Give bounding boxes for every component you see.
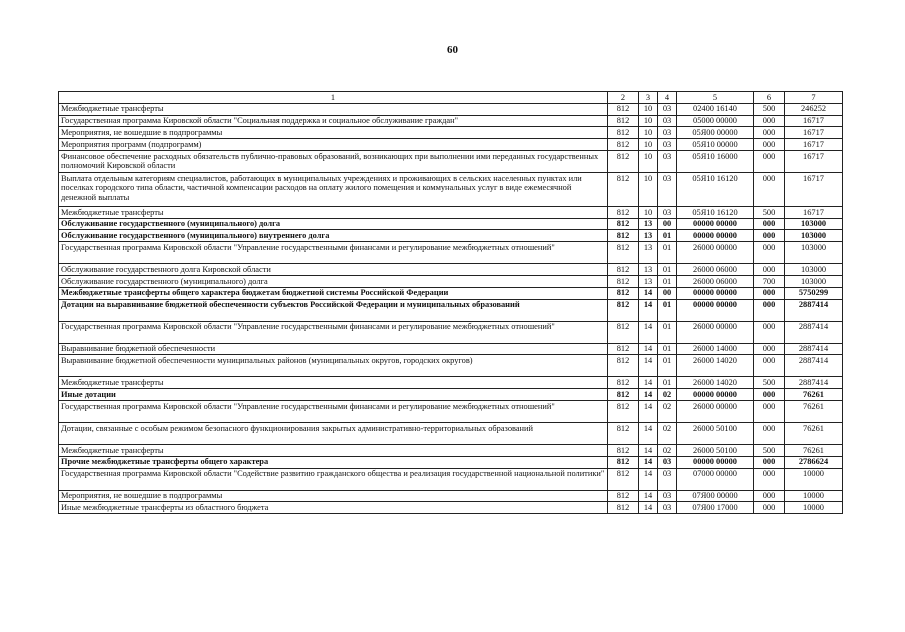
row-amount-cell: 103000 — [785, 264, 843, 276]
row-code-cell: 812 — [608, 172, 639, 206]
row-target-article-cell: 26000 06000 — [677, 276, 754, 288]
table-row — [59, 343, 843, 355]
row-code-cell: 812 — [608, 343, 639, 355]
row-expense-type-cell: 000 — [754, 172, 785, 206]
row-target-article-cell: 05Я10 16120 — [677, 206, 754, 218]
row-target-article-cell: 07000 00000 — [677, 468, 754, 490]
row-section-cell: 14 — [639, 377, 658, 389]
row-name-cell: Иные межбюджетные трансферты из областного бюджета — [59, 502, 608, 514]
row-target-article-cell: 26000 00000 — [677, 242, 754, 264]
table-row — [59, 377, 843, 389]
row-subsection-cell: 01 — [658, 355, 677, 377]
header-col-1: 1 — [59, 92, 608, 104]
row-code-cell: 812 — [608, 389, 639, 401]
row-section-cell: 14 — [639, 400, 658, 422]
row-section-cell: 14 — [639, 422, 658, 444]
row-name-cell: Обслуживание государственного долга Кировской области — [59, 264, 608, 276]
row-name-cell: Государственная программа Кировской области "Управление государственными финансами и регулирование межбюджетных отношений" — [59, 242, 608, 264]
row-amount-cell: 2887414 — [785, 299, 843, 321]
row-target-article-cell: 26000 14020 — [677, 377, 754, 389]
table-row — [59, 444, 843, 456]
row-subsection-cell: 03 — [658, 206, 677, 218]
row-name-cell: Межбюджетные трансферты — [59, 206, 608, 218]
table-row — [59, 103, 843, 115]
row-target-article-cell: 07Я00 00000 — [677, 490, 754, 502]
page-number: 60 — [447, 44, 458, 56]
table-row — [59, 287, 843, 299]
row-expense-type-cell: 000 — [754, 502, 785, 514]
row-target-article-cell: 26000 50100 — [677, 422, 754, 444]
row-target-article-cell: 26000 06000 — [677, 264, 754, 276]
row-code-cell: 812 — [608, 422, 639, 444]
table-row — [59, 400, 843, 422]
row-name-cell: Межбюджетные трансферты — [59, 103, 608, 115]
row-code-cell: 812 — [608, 377, 639, 389]
row-amount-cell: 5750299 — [785, 287, 843, 299]
row-expense-type-cell: 000 — [754, 230, 785, 242]
row-target-article-cell: 26000 14000 — [677, 343, 754, 355]
row-code-cell: 812 — [608, 490, 639, 502]
row-code-cell: 812 — [608, 115, 639, 127]
row-name-cell: Иные дотации — [59, 389, 608, 401]
row-target-article-cell: 05Я00 00000 — [677, 127, 754, 139]
row-target-article-cell: 00000 00000 — [677, 218, 754, 230]
row-subsection-cell: 01 — [658, 264, 677, 276]
row-section-cell: 10 — [639, 206, 658, 218]
row-section-cell: 14 — [639, 299, 658, 321]
row-expense-type-cell: 000 — [754, 422, 785, 444]
row-section-cell: 14 — [639, 321, 658, 343]
row-name-cell: Дотации, связанные с особым режимом безопасного функционирования закрытых административно-территориальных образований — [59, 422, 608, 444]
row-name-cell: Дотации на выравнивание бюджетной обеспеченности субъектов Российской Федерации и муниципальных образований — [59, 299, 608, 321]
row-name-cell: Обслуживание государственного (муниципального) долга — [59, 218, 608, 230]
row-section-cell: 14 — [639, 490, 658, 502]
row-section-cell: 14 — [639, 287, 658, 299]
row-target-article-cell: 00000 00000 — [677, 299, 754, 321]
row-subsection-cell: 02 — [658, 422, 677, 444]
row-expense-type-cell: 000 — [754, 264, 785, 276]
row-section-cell: 14 — [639, 355, 658, 377]
row-subsection-cell: 01 — [658, 276, 677, 288]
row-subsection-cell: 03 — [658, 502, 677, 514]
row-name-cell: Мероприятия, не вошедшие в подпрограммы — [59, 490, 608, 502]
row-target-article-cell: 00000 00000 — [677, 389, 754, 401]
table-row — [59, 456, 843, 468]
row-target-article-cell: 07Я00 17000 — [677, 502, 754, 514]
row-name-cell: Мероприятия, не вошедшие в подпрограммы — [59, 127, 608, 139]
row-name-cell: Государственная программа Кировской области "Социальная поддержка и социальное обслуживание граждан" — [59, 115, 608, 127]
row-section-cell: 10 — [639, 150, 658, 172]
row-name-cell: Государственная программа Кировской области "Содействие развитию гражданского общества и реализация государственной национальной политики" — [59, 468, 608, 490]
row-section-cell: 10 — [639, 172, 658, 206]
row-name-cell: Прочие межбюджетные трансферты общего характера — [59, 456, 608, 468]
row-section-cell: 13 — [639, 230, 658, 242]
row-target-article-cell: 26000 14020 — [677, 355, 754, 377]
row-subsection-cell: 02 — [658, 400, 677, 422]
row-expense-type-cell: 000 — [754, 242, 785, 264]
row-subsection-cell: 01 — [658, 377, 677, 389]
row-code-cell: 812 — [608, 230, 639, 242]
table-row — [59, 172, 843, 206]
header-col-2: 2 — [608, 92, 639, 104]
row-subsection-cell: 03 — [658, 468, 677, 490]
row-subsection-cell: 02 — [658, 389, 677, 401]
header-col-7: 7 — [785, 92, 843, 104]
row-section-cell: 14 — [639, 456, 658, 468]
row-amount-cell: 103000 — [785, 276, 843, 288]
row-subsection-cell: 03 — [658, 150, 677, 172]
table-header-row — [59, 92, 843, 104]
row-subsection-cell: 01 — [658, 321, 677, 343]
row-subsection-cell: 00 — [658, 218, 677, 230]
row-expense-type-cell: 000 — [754, 287, 785, 299]
row-amount-cell: 76261 — [785, 444, 843, 456]
row-name-cell: Выплата отдельным категориям специалистов, работающих в муниципальных учреждениях и проживающих в сельских населенных пунктах или поселках городского типа области, частичной компенсации расходов на оплату жилого помещения и коммунальных услуг в виде ежемесячной денежной выплаты — [59, 172, 608, 206]
row-section-cell: 14 — [639, 444, 658, 456]
row-expense-type-cell: 000 — [754, 127, 785, 139]
row-target-article-cell: 05000 00000 — [677, 115, 754, 127]
row-expense-type-cell: 000 — [754, 299, 785, 321]
row-expense-type-cell: 000 — [754, 321, 785, 343]
row-subsection-cell: 03 — [658, 456, 677, 468]
row-amount-cell: 16717 — [785, 139, 843, 151]
row-subsection-cell: 02 — [658, 444, 677, 456]
row-section-cell: 10 — [639, 115, 658, 127]
row-subsection-cell: 03 — [658, 139, 677, 151]
row-code-cell: 812 — [608, 206, 639, 218]
row-subsection-cell: 03 — [658, 127, 677, 139]
row-target-article-cell: 26000 50100 — [677, 444, 754, 456]
row-expense-type-cell: 000 — [754, 490, 785, 502]
row-code-cell: 812 — [608, 299, 639, 321]
row-section-cell: 14 — [639, 468, 658, 490]
row-subsection-cell: 01 — [658, 343, 677, 355]
row-subsection-cell: 03 — [658, 490, 677, 502]
table-row — [59, 355, 843, 377]
row-subsection-cell: 03 — [658, 115, 677, 127]
row-amount-cell: 2887414 — [785, 355, 843, 377]
row-code-cell: 812 — [608, 139, 639, 151]
header-col-4: 4 — [658, 92, 677, 104]
row-amount-cell: 76261 — [785, 422, 843, 444]
row-amount-cell: 16717 — [785, 206, 843, 218]
row-amount-cell: 246252 — [785, 103, 843, 115]
row-subsection-cell: 03 — [658, 172, 677, 206]
header-col-6: 6 — [754, 92, 785, 104]
row-target-article-cell: 00000 00000 — [677, 456, 754, 468]
row-name-cell: Обслуживание государственного (муниципального) долга — [59, 276, 608, 288]
table-row — [59, 276, 843, 288]
row-section-cell: 13 — [639, 218, 658, 230]
row-expense-type-cell: 500 — [754, 377, 785, 389]
row-name-cell: Межбюджетные трансферты — [59, 444, 608, 456]
table-row — [59, 139, 843, 151]
row-code-cell: 812 — [608, 444, 639, 456]
row-name-cell: Межбюджетные трансферты общего характера бюджетам бюджетной системы Российской Федерации — [59, 287, 608, 299]
table-body — [59, 103, 843, 513]
row-expense-type-cell: 000 — [754, 468, 785, 490]
row-section-cell: 14 — [639, 502, 658, 514]
table-row — [59, 422, 843, 444]
row-name-cell: Мероприятия программ (подпрограмм) — [59, 139, 608, 151]
table-row — [59, 502, 843, 514]
row-section-cell: 10 — [639, 103, 658, 115]
row-expense-type-cell: 000 — [754, 400, 785, 422]
table-row — [59, 150, 843, 172]
row-amount-cell: 10000 — [785, 468, 843, 490]
row-target-article-cell: 00000 00000 — [677, 287, 754, 299]
table-row — [59, 264, 843, 276]
row-expense-type-cell: 700 — [754, 276, 785, 288]
row-section-cell: 13 — [639, 242, 658, 264]
row-expense-type-cell: 000 — [754, 115, 785, 127]
budget-table — [58, 91, 843, 514]
row-amount-cell: 16717 — [785, 150, 843, 172]
row-section-cell: 13 — [639, 264, 658, 276]
table-row — [59, 389, 843, 401]
row-code-cell: 812 — [608, 287, 639, 299]
row-expense-type-cell: 000 — [754, 389, 785, 401]
row-name-cell: Выравнивание бюджетной обеспеченности муниципальных районов (муниципальных округов, городских округов) — [59, 355, 608, 377]
row-amount-cell: 16717 — [785, 172, 843, 206]
row-section-cell: 10 — [639, 139, 658, 151]
table-row — [59, 206, 843, 218]
row-amount-cell: 2887414 — [785, 377, 843, 389]
row-amount-cell: 2887414 — [785, 321, 843, 343]
row-code-cell: 812 — [608, 456, 639, 468]
row-target-article-cell: 02400 16140 — [677, 103, 754, 115]
row-amount-cell: 103000 — [785, 242, 843, 264]
row-subsection-cell: 01 — [658, 299, 677, 321]
row-subsection-cell: 03 — [658, 103, 677, 115]
row-subsection-cell: 00 — [658, 287, 677, 299]
row-name-cell: Обслуживание государственного (муниципального) внутреннего долга — [59, 230, 608, 242]
row-code-cell: 812 — [608, 400, 639, 422]
table-row — [59, 321, 843, 343]
row-section-cell: 10 — [639, 127, 658, 139]
row-code-cell: 812 — [608, 242, 639, 264]
row-expense-type-cell: 000 — [754, 456, 785, 468]
row-code-cell: 812 — [608, 218, 639, 230]
row-target-article-cell: 05Я10 16000 — [677, 150, 754, 172]
row-amount-cell: 103000 — [785, 218, 843, 230]
row-expense-type-cell: 000 — [754, 355, 785, 377]
row-code-cell: 812 — [608, 355, 639, 377]
row-amount-cell: 2786624 — [785, 456, 843, 468]
row-name-cell: Государственная программа Кировской области "Управление государственными финансами и регулирование межбюджетных отношений" — [59, 321, 608, 343]
row-target-article-cell: 26000 00000 — [677, 400, 754, 422]
row-amount-cell: 76261 — [785, 400, 843, 422]
row-code-cell: 812 — [608, 468, 639, 490]
table-row — [59, 299, 843, 321]
row-target-article-cell: 05Я10 16120 — [677, 172, 754, 206]
row-expense-type-cell: 000 — [754, 343, 785, 355]
table-row — [59, 115, 843, 127]
row-expense-type-cell: 500 — [754, 444, 785, 456]
row-amount-cell: 16717 — [785, 115, 843, 127]
row-amount-cell: 10000 — [785, 502, 843, 514]
row-amount-cell: 16717 — [785, 127, 843, 139]
table-row — [59, 490, 843, 502]
row-amount-cell: 76261 — [785, 389, 843, 401]
row-name-cell: Межбюджетные трансферты — [59, 377, 608, 389]
row-expense-type-cell: 000 — [754, 139, 785, 151]
row-section-cell: 14 — [639, 343, 658, 355]
header-col-5: 5 — [677, 92, 754, 104]
row-section-cell: 14 — [639, 389, 658, 401]
row-expense-type-cell: 500 — [754, 206, 785, 218]
header-col-3: 3 — [639, 92, 658, 104]
table-row — [59, 468, 843, 490]
row-code-cell: 812 — [608, 103, 639, 115]
row-name-cell: Выравнивание бюджетной обеспеченности — [59, 343, 608, 355]
row-amount-cell: 10000 — [785, 490, 843, 502]
row-expense-type-cell: 000 — [754, 218, 785, 230]
row-name-cell: Финансовое обеспечение расходных обязательств публично-правовых образований, возникающих при выполнении ими переданных государственных полномочий Кировской области — [59, 150, 608, 172]
table-row — [59, 127, 843, 139]
table-row — [59, 218, 843, 230]
row-code-cell: 812 — [608, 276, 639, 288]
row-code-cell: 812 — [608, 150, 639, 172]
row-target-article-cell: 26000 00000 — [677, 321, 754, 343]
row-amount-cell: 2887414 — [785, 343, 843, 355]
table-row — [59, 230, 843, 242]
row-target-article-cell: 00000 00000 — [677, 230, 754, 242]
row-amount-cell: 103000 — [785, 230, 843, 242]
row-code-cell: 812 — [608, 321, 639, 343]
table-row — [59, 242, 843, 264]
row-code-cell: 812 — [608, 502, 639, 514]
row-subsection-cell: 01 — [658, 242, 677, 264]
row-code-cell: 812 — [608, 127, 639, 139]
row-section-cell: 13 — [639, 276, 658, 288]
row-name-cell: Государственная программа Кировской области "Управление государственными финансами и регулирование межбюджетных отношений" — [59, 400, 608, 422]
row-code-cell: 812 — [608, 264, 639, 276]
row-expense-type-cell: 000 — [754, 150, 785, 172]
row-expense-type-cell: 500 — [754, 103, 785, 115]
row-target-article-cell: 05Я10 00000 — [677, 139, 754, 151]
row-subsection-cell: 01 — [658, 230, 677, 242]
